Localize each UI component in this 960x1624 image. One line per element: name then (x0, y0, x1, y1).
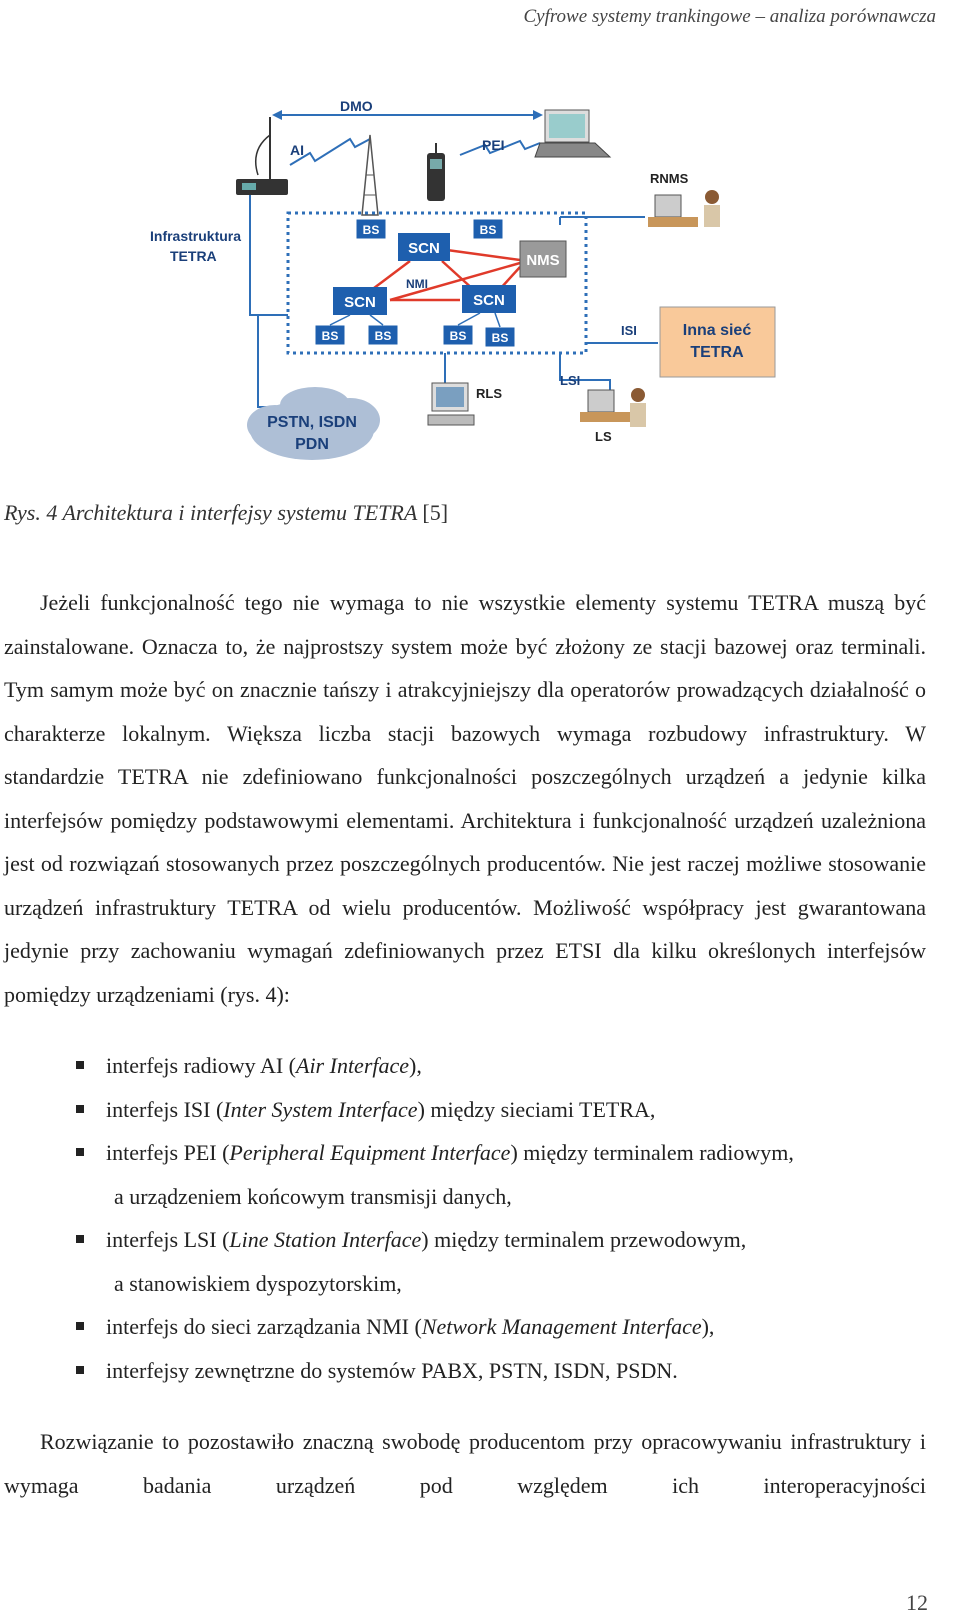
label-scn: SCN (408, 240, 440, 257)
rnms-operator-icon (648, 190, 720, 227)
scn-box (462, 285, 516, 313)
label-nmi: NMI (406, 277, 428, 291)
caption-reference: [5] (422, 500, 449, 525)
other-tetra-network-box (660, 307, 775, 377)
bs-box (356, 219, 386, 239)
label-bs: BS (362, 223, 380, 237)
label-isi: ISI (621, 323, 637, 338)
paragraph-text: Jeżeli funkcjonalność tego nie wymaga to nie wszystkie elementy systemu TETRA muszą być zainstalowane. Oznacza to, że najprostszy system może być złożony ze stacji bazowej oraz terminali. Tym samym może być on znacznie tańszy i atrakcyjniejszy dla operatorów prowadzących działalność o charakterze lokalnym. Większa liczba stacji bazowych wymaga rozbudowy infrastruktury. W standardzie TETRA nie zdefiniowano funkcjonalności poszczególnych urządzeń a jedynie kilka interfejsów pomiędzy podstawowymi elementami. Architektura i funkcjonalność urządzeń uzależniona jest od rozwiązań stosowanych przez poszczególnych producentów. Nie jest raczej możliwe stosowanie urządzeń infrastruktury TETRA od wielu producentów. Możliwość współpracy jest gwarantowana jedynie przy zachowaniu wymagań zdefiniowanych przez ETSI dla kilku określonych interfejsów pomiędzy urządzeniami (rys. 4): (4, 590, 926, 1007)
running-header: Cyfrowe systemy trankingowe – analiza porównawcza (523, 6, 936, 27)
label-bs: BS (479, 223, 497, 237)
paragraph-interfaces-intro (4, 581, 926, 1016)
mobile-radio-icon (236, 117, 288, 195)
label-lsi: LSI (560, 373, 581, 388)
bs-box (368, 325, 398, 345)
label-scn: SCN (473, 292, 505, 309)
label-pstn-line2: PDN (295, 436, 329, 453)
label-infra-line2: TETRA (170, 248, 217, 264)
handheld-terminal-icon (427, 143, 445, 201)
label-nms: NMS (526, 252, 560, 269)
page-number: 12 (906, 1590, 928, 1615)
bs-box (315, 325, 345, 345)
bs-box (473, 219, 503, 239)
label-infra-line1: Infrastruktura (150, 228, 242, 244)
scn-box (333, 287, 387, 315)
label-pstn-line1: PSTN, ISDN (267, 414, 357, 431)
bs-box (443, 325, 473, 345)
paragraph-text: Rozwiązanie to pozostawiło znaczną swobodę producentom przy opracowywaniu infrastruktury i wymaga badania urządzeń pod względem ich interoperacyjności (4, 1429, 926, 1498)
label-rls: RLS (476, 386, 502, 401)
list-item: interfejs ISI (Inter System Interface) między sieciami TETRA, (76, 1088, 926, 1132)
label-ls: LS (595, 429, 612, 444)
label-bs: BS (449, 329, 467, 343)
interface-list (76, 1044, 926, 1392)
list-item: interfejsy zewnętrzne do systemów PABX, PSTN, ISDN, PSDN. (76, 1349, 926, 1393)
scn-box (398, 233, 450, 261)
label-ai: AI (290, 142, 304, 158)
label-bs: BS (491, 331, 509, 345)
nms-box (520, 241, 566, 277)
label-scn: SCN (344, 294, 376, 311)
label-pei: PEI (482, 137, 505, 153)
paragraph-conclusion (4, 1420, 926, 1507)
ls-operator-icon (580, 388, 646, 427)
laptop-icon (535, 110, 610, 157)
list-item: interfejs LSI (Line Station Interface) między terminalem przewodowym, a stanowiskiem dyspozytorskim, (76, 1218, 926, 1305)
label-dmo: DMO (340, 98, 373, 114)
caption-text: Rys. 4 Architektura i interfejsy systemu TETRA (4, 500, 417, 525)
list-item: interfejs radiowy AI (Air Interface), (76, 1044, 926, 1088)
figure-caption (4, 500, 448, 526)
tetra-architecture-figure (140, 95, 820, 475)
label-bs: BS (374, 329, 392, 343)
label-rnms: RNMS (650, 171, 689, 186)
list-item: interfejs PEI (Peripheral Equipment Interface) między terminalem radiowym, a urządzeniem końcowym transmisji danych, (76, 1131, 926, 1218)
tower-icon (362, 135, 378, 215)
rls-computer-icon (428, 383, 474, 425)
tetra-architecture-diagram (140, 95, 820, 475)
label-other-net-line2: TETRA (690, 344, 744, 361)
label-other-net-line1: Inna sieć (682, 322, 752, 339)
pstn-cloud (247, 387, 380, 460)
bs-box (485, 327, 515, 347)
label-bs: BS (321, 329, 339, 343)
list-item: interfejs do sieci zarządzania NMI (Network Management Interface), (76, 1305, 926, 1349)
